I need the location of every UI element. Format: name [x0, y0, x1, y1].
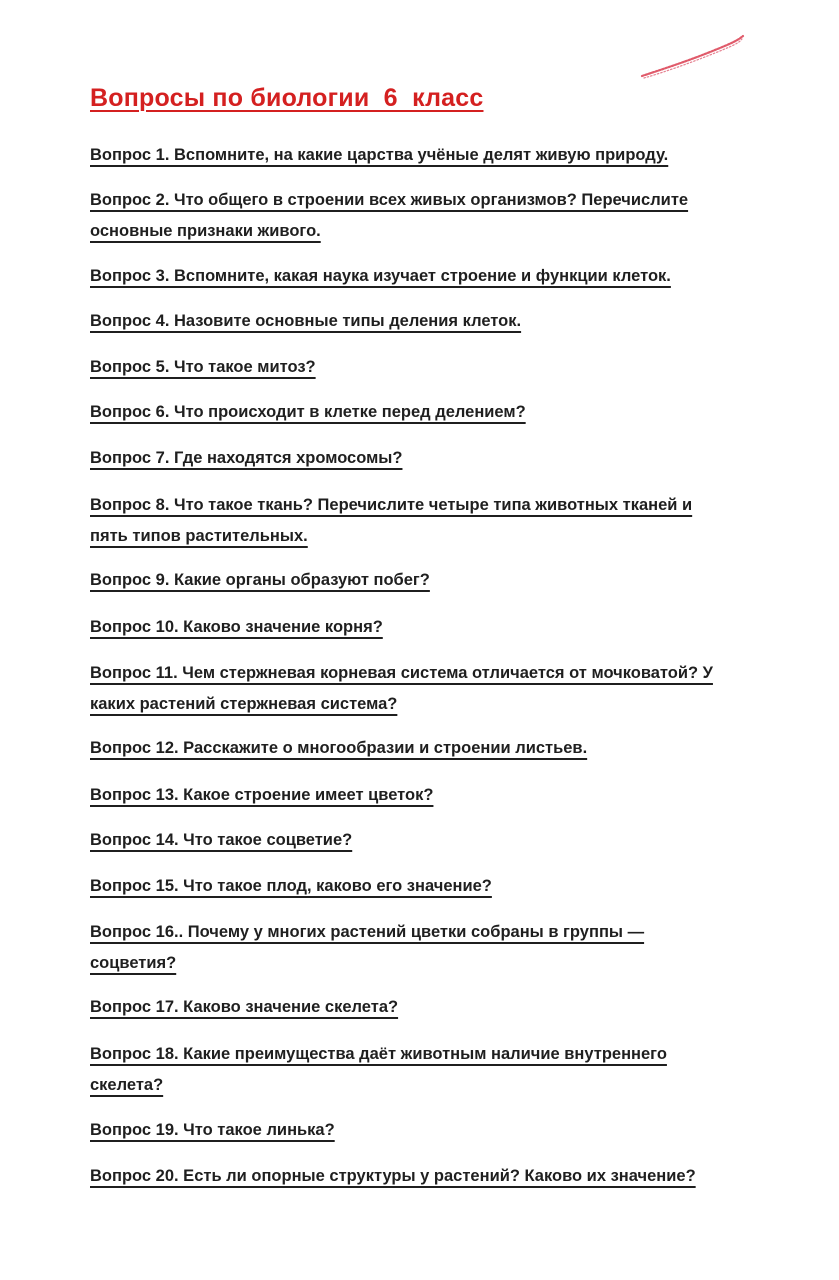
question-line: Вопрос 9. Какие органы образуют побег?: [90, 571, 430, 589]
question-line: Вопрос 20. Есть ли опорные структуры у растений? Каково их значение?: [90, 1167, 696, 1185]
question-6: [90, 397, 526, 428]
question-14: [90, 825, 352, 856]
question-line: Вопрос 19. Что такое линька?: [90, 1121, 335, 1139]
question-line: Вопрос 18. Какие преимущества даёт животным наличие внутреннего: [90, 1045, 667, 1063]
question-line: Вопрос 16.. Почему у многих растений цветки собраны в группы —: [90, 923, 645, 941]
question-line: Вопрос 3. Вспомните, какая наука изучает строение и функции клеток.: [90, 267, 671, 285]
page-title: Вопросы по биологии 6 класс: [90, 84, 484, 112]
question-17: [90, 992, 398, 1023]
question-line: Вопрос 11. Чем стержневая корневая система отличается от мочковатой? У: [90, 664, 713, 682]
question-1: [90, 140, 668, 171]
question-19: [90, 1115, 335, 1146]
question-line: Вопрос 4. Назовите основные типы деления клеток.: [90, 312, 522, 330]
question-20: [90, 1161, 696, 1192]
question-line: Вопрос 5. Что такое митоз?: [90, 358, 316, 376]
question-15: [90, 871, 492, 902]
question-18: [90, 1039, 667, 1101]
question-line: Вопрос 1. Вспомните, на какие царства учёные делят живую природу.: [90, 146, 669, 164]
question-12: [90, 733, 587, 764]
question-line: Вопрос 7. Где находятся хромосомы?: [90, 449, 403, 467]
question-7: [90, 443, 402, 474]
question-line: Вопрос 12. Расскажите о многообразии и строении листьев.: [90, 739, 588, 757]
question-line: основные признаки живого.: [90, 222, 321, 240]
question-9: [90, 565, 430, 596]
question-line: Вопрос 14. Что такое соцветие?: [90, 831, 353, 849]
question-line: Вопрос 10. Каково значение корня?: [90, 618, 383, 636]
question-line: пять типов растительных.: [90, 527, 308, 545]
question-4: [90, 306, 521, 337]
question-line: каких растений стержневая система?: [90, 695, 398, 713]
question-line: Вопрос 6. Что происходит в клетке перед делением?: [90, 403, 526, 421]
question-11: [90, 658, 713, 720]
question-5: [90, 352, 316, 383]
scribble-mark-icon: [640, 32, 745, 80]
question-16: [90, 917, 644, 979]
question-line: Вопрос 2. Что общего в строении всех живых организмов? Перечислите: [90, 191, 689, 209]
question-line: Вопрос 17. Каково значение скелета?: [90, 998, 399, 1016]
question-10: [90, 612, 383, 643]
question-line: соцветия?: [90, 954, 177, 972]
question-line: скелета?: [90, 1076, 164, 1094]
question-line: Вопрос 8. Что такое ткань? Перечислите четыре типа животных тканей и: [90, 496, 693, 514]
question-13: [90, 780, 433, 811]
question-8: [90, 490, 692, 552]
question-2: [90, 185, 688, 247]
question-3: [90, 261, 671, 292]
question-line: Вопрос 15. Что такое плод, каково его значение?: [90, 877, 492, 895]
question-line: Вопрос 13. Какое строение имеет цветок?: [90, 786, 434, 804]
